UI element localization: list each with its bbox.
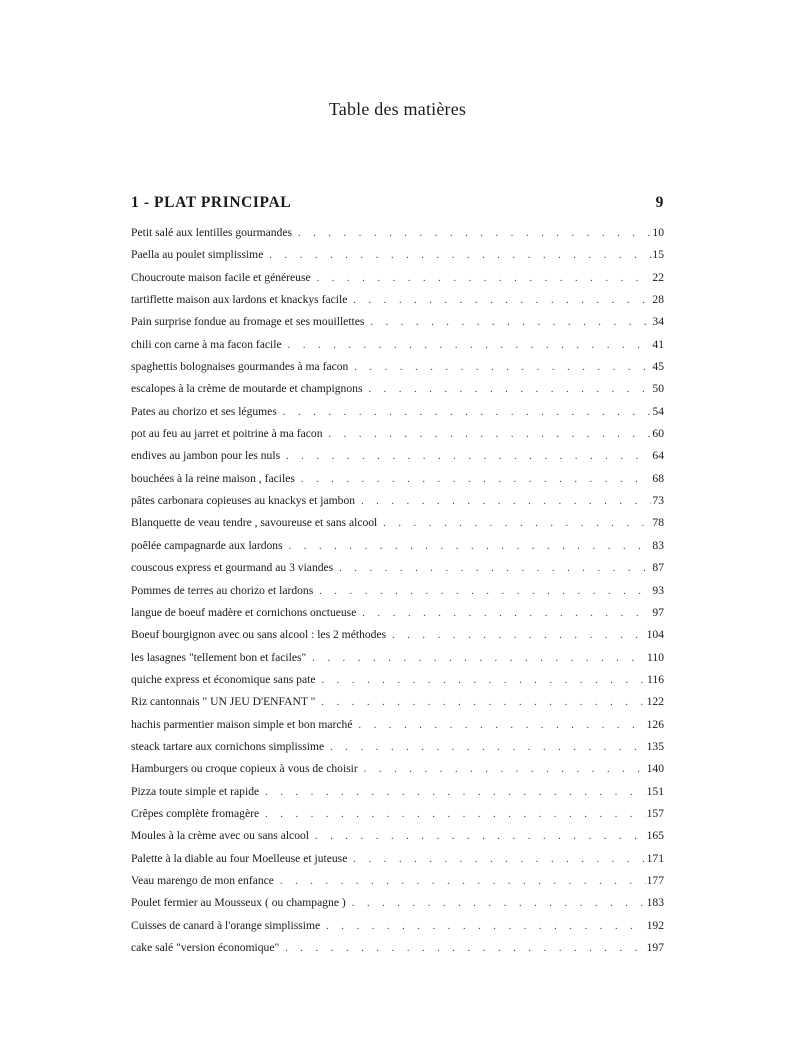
dot-leader (352, 893, 646, 914)
toc-entry[interactable] (131, 356, 664, 378)
toc-entry-title: Riz cantonnais " UN JEU D'ENFANT " (131, 695, 316, 709)
toc-entry-page-number: 22 (652, 270, 664, 284)
toc-entry-title: Pates au chorizo et ses légumes (131, 404, 277, 418)
toc-entry[interactable] (131, 915, 664, 937)
dot-leader (288, 335, 652, 356)
toc-entry-page-number: 104 (646, 628, 664, 642)
toc-entry-title: Choucroute maison facile et généreuse (131, 270, 311, 284)
dot-leader (354, 357, 651, 378)
toc-entry-page-number: 54 (652, 404, 664, 418)
dot-leader (298, 223, 651, 244)
dot-leader (312, 648, 646, 669)
toc-entry-page-number: 197 (646, 941, 664, 954)
toc-entry-page-number: 177 (646, 873, 664, 887)
toc-entry-title: couscous express et gourmand au 3 viandes (131, 561, 334, 575)
dot-leader (319, 581, 651, 602)
toc-entry[interactable] (131, 423, 664, 445)
page-title: Table des matières (328, 99, 467, 119)
toc-entry-page-number: 41 (652, 337, 664, 351)
toc-entry-title: tartiflette maison aux lardons et knackys facile (131, 293, 348, 307)
toc-entry[interactable] (131, 267, 664, 289)
toc-entry-title: Pain surprise fondue au fromage et ses mouillettes (131, 315, 365, 329)
toc-entry-page-number: 171 (646, 851, 664, 865)
toc-entry-title: Pommes de terres au chorizo et lardons (131, 583, 314, 597)
toc-entry[interactable] (131, 624, 664, 646)
toc-entry-title: escalopes à la crème de moutarde et champignons (131, 382, 363, 396)
dot-leader (321, 670, 646, 691)
toc-entry[interactable] (131, 445, 664, 467)
dot-leader (359, 715, 646, 736)
toc-entry-title: Palette à la diable au four Moelleuse et juteuse (131, 851, 348, 865)
toc-entry-title: cake salé "version économique" (131, 941, 280, 954)
toc-entry-page-number: 10 (652, 226, 664, 239)
dot-leader (315, 826, 646, 847)
dot-leader (329, 424, 652, 445)
dot-leader (301, 469, 652, 490)
dot-leader (330, 737, 645, 758)
toc-entry-page-number: 78 (652, 516, 664, 530)
toc-entry[interactable] (131, 602, 664, 624)
toc-entry-page-number: 50 (652, 382, 664, 396)
toc-entry-title: les lasagnes "tellement bon et faciles" (131, 650, 307, 664)
toc-entry-title: steack tartare aux cornichons simplissime (131, 739, 325, 753)
toc-entry-title: quiche express et économique sans pate (131, 672, 316, 686)
toc-entry[interactable] (131, 758, 664, 780)
dot-leader (280, 871, 646, 892)
dot-leader (383, 513, 651, 534)
toc-entry-page-number: 73 (652, 494, 664, 508)
toc-entry[interactable] (131, 468, 664, 490)
toc-entry-title: poêlée campagnarde aux lardons (131, 538, 283, 552)
toc-entry-title: spaghettis bolognaises gourmandes à ma facon (131, 360, 349, 374)
toc-entry[interactable] (131, 691, 664, 713)
toc-entry-title: Cuisses de canard à l'orange simplissime (131, 918, 321, 932)
toc-entry[interactable] (131, 870, 664, 892)
dot-leader (339, 558, 651, 579)
dot-leader (286, 446, 651, 467)
dot-leader (265, 804, 645, 825)
toc-entry[interactable] (131, 535, 664, 557)
toc-entry[interactable] (131, 244, 664, 266)
dot-leader (283, 402, 652, 423)
toc-entry[interactable] (131, 222, 664, 244)
toc-entry-title: langue de boeuf madère et cornichons onctueuse (131, 605, 357, 619)
dot-leader (370, 312, 651, 333)
toc-entry[interactable] (131, 580, 664, 602)
toc-entry-title: hachis parmentier maison simple et bon marché (131, 717, 353, 731)
toc-entry-page-number: 15 (652, 248, 664, 262)
dot-leader (353, 849, 645, 870)
toc-entry-title: pot au feu au jarret et poitrine à ma facon (131, 427, 323, 441)
toc-entry-page-number: 45 (652, 360, 664, 374)
section-page-number: 9 (655, 194, 664, 211)
section-label: 1 - PLAT PRINCIPAL (131, 194, 292, 211)
toc-entry-page-number: 116 (647, 672, 664, 686)
toc-entry-title: Crêpes complète fromagère (131, 806, 260, 820)
toc-list (131, 222, 664, 959)
toc-entry[interactable] (131, 401, 664, 423)
toc-entry-title: Pizza toute simple et rapide (131, 784, 260, 798)
toc-entry[interactable] (131, 803, 664, 825)
dot-leader (368, 379, 651, 400)
toc-entry[interactable] (131, 647, 664, 669)
toc-entry-page-number: 110 (647, 650, 664, 664)
toc-entry-page-number: 68 (652, 471, 664, 485)
toc-entry-page-number: 140 (646, 762, 664, 776)
dot-leader (265, 782, 645, 803)
toc-entry[interactable] (131, 378, 664, 400)
toc-entry-page-number: 60 (652, 427, 664, 441)
dot-leader (364, 759, 646, 780)
toc-entry-title: Hamburgers ou croque copieux à vous de choisir (131, 762, 358, 776)
toc-entry[interactable] (131, 311, 664, 333)
dot-leader (361, 491, 651, 512)
dot-leader (289, 536, 652, 557)
toc-entry[interactable] (131, 557, 664, 579)
toc-entry[interactable] (131, 512, 664, 534)
toc-entry[interactable] (131, 781, 664, 803)
toc-entry-page-number: 28 (652, 293, 664, 307)
dot-leader (362, 603, 651, 624)
dot-leader (269, 245, 651, 266)
toc-entry-title: Poulet fermier au Mousseux ( ou champagne ) (131, 896, 346, 910)
toc-entry[interactable] (131, 825, 664, 847)
dot-leader (353, 290, 651, 311)
toc-entry-page-number: 34 (652, 315, 664, 329)
toc-entry[interactable] (131, 714, 664, 736)
toc-entry[interactable] (131, 289, 664, 311)
dot-leader (321, 692, 645, 713)
toc-entry[interactable] (131, 848, 664, 870)
toc-entry[interactable] (131, 736, 664, 758)
toc-entry-page-number: 135 (646, 739, 664, 753)
dot-leader (326, 916, 645, 937)
toc-entry-title: Boeuf bourgignon avec ou sans alcool : les 2 méthodes (131, 628, 387, 642)
toc-entry-title: endives au jambon pour les nuls (131, 449, 281, 463)
toc-entry-title: Veau marengo de mon enfance (131, 873, 274, 887)
toc-entry[interactable] (131, 334, 664, 356)
toc-entry[interactable] (131, 937, 664, 959)
toc-entry-page-number: 157 (646, 806, 664, 820)
toc-entry-page-number: 151 (646, 784, 664, 798)
toc-entry-page-number: 64 (652, 449, 664, 463)
toc-entry-title: Blanquette de veau tendre , savoureuse et sans alcool (131, 516, 378, 530)
toc-entry-page-number: 165 (646, 829, 664, 843)
toc-entry-title: Moules à la crème avec ou sans alcool (131, 829, 310, 843)
toc-entry[interactable] (131, 669, 664, 691)
toc-entry-title: pâtes carbonara copieuses au knackys et jambon (131, 494, 356, 508)
toc-entry-page-number: 93 (652, 583, 664, 597)
toc-entry[interactable] (131, 892, 664, 914)
toc-entry-title: Petit salé aux lentilles gourmandes (131, 226, 292, 239)
dot-leader (317, 268, 652, 289)
toc-entry-title: chili con carne à ma facon facile (131, 337, 282, 351)
toc-entry-page-number: 126 (646, 717, 664, 731)
section-heading[interactable] (131, 194, 664, 212)
toc-entry[interactable] (131, 490, 664, 512)
toc-entry-title: Paella au poulet simplissime (131, 248, 264, 262)
toc-entry-page-number: 122 (646, 695, 664, 709)
toc-entry-page-number: 97 (652, 605, 664, 619)
toc-entry-page-number: 183 (646, 896, 664, 910)
dot-leader (392, 625, 645, 646)
toc-entry-page-number: 83 (652, 538, 664, 552)
toc-entry-page-number: 192 (646, 918, 664, 932)
toc-entry-title: bouchées à la reine maison , faciles (131, 471, 295, 485)
toc-entry-page-number: 87 (652, 561, 664, 575)
dot-leader (285, 938, 645, 959)
